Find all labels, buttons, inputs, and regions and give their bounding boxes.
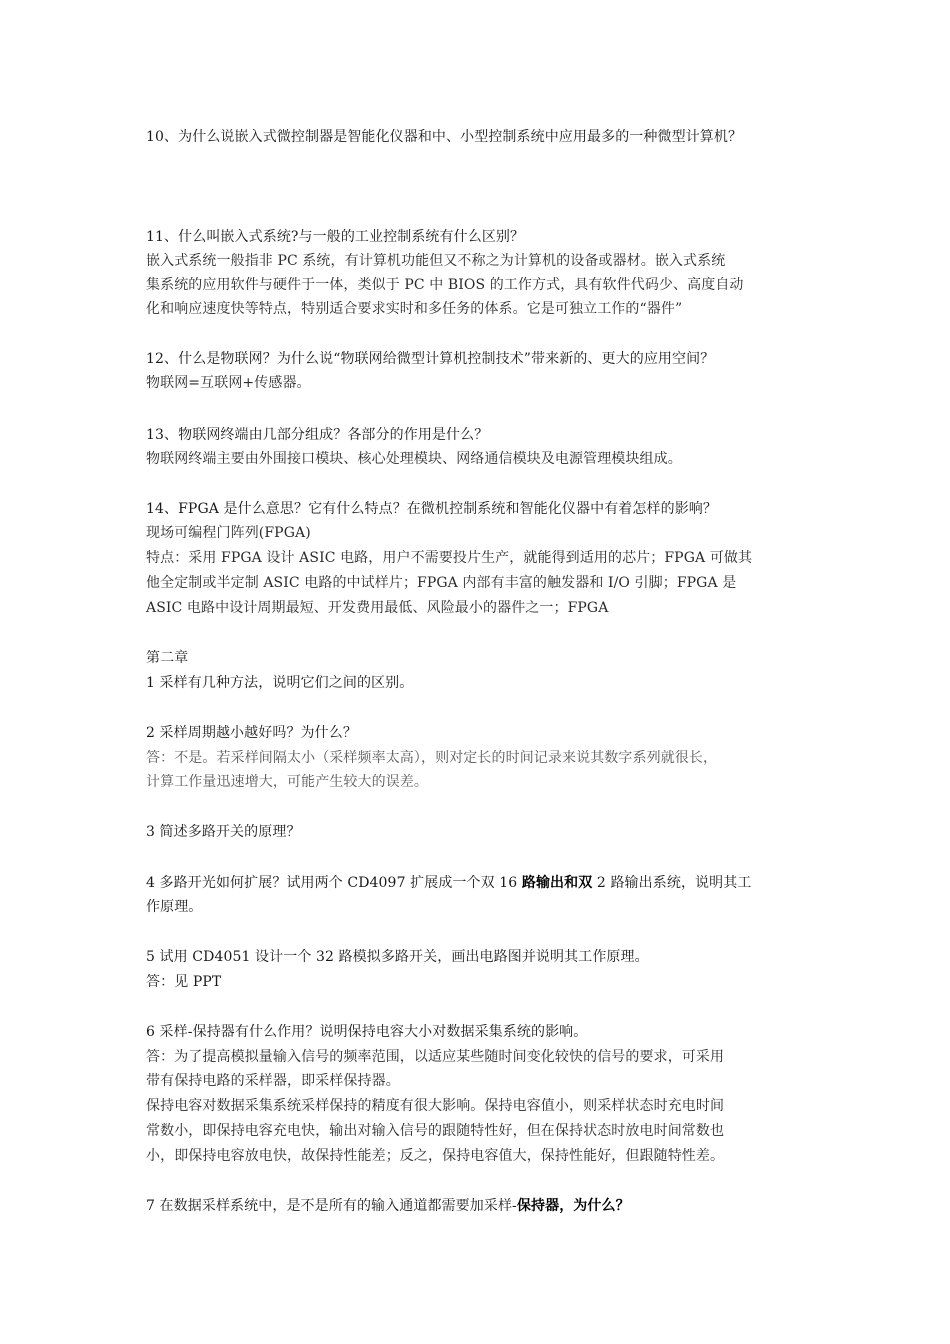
answer-14-line-1: 现场可编程门阵列(FPGA)	[146, 525, 311, 541]
answer-5: 答：见 PPT	[146, 974, 222, 990]
answer-11-line-3: 化和响应速度快等特点，特别适合要求实时和多任务的体系。它是可独立工作的“器件”	[146, 301, 683, 317]
question-1: 1 采样有几种方法，说明它们之间的区别。	[146, 675, 414, 691]
question-4-line-2: 作原理。	[146, 899, 203, 915]
answer-11-line-1: 嵌入式系统一般指非 PC 系统，有计算机功能但又不称之为计算机的设备或器材。嵌入式系统	[146, 253, 726, 269]
question-7-text-bold: 保持器，为什么？	[516, 1198, 630, 1214]
question-4-text-a: 4 多路开光如何扩展？试用两个 CD4097 扩展成一个双 16	[146, 875, 522, 891]
answer-6-line-2: 带有保持电路的采样器，即采样保持器。	[146, 1073, 400, 1089]
question-13: 13、物联网终端由几部分组成？各部分的作用是什么？	[146, 427, 489, 443]
answer-14-line-4: ASIC 电路中设计周期最短、开发费用最低、风险最小的器件之一；FPGA	[146, 600, 609, 616]
question-14: 14、FPGA 是什么意思？它有什么特点？在微机控制系统和智能化仪器中有着怎样的影响？	[146, 501, 717, 517]
answer-6-line-3: 保持电容对数据采集系统采样保持的精度有很大影响。保持电容值小，则采样状态时充电时间	[146, 1098, 725, 1114]
question-6: 6 采样-保持器有什么作用？说明保持电容大小对数据采集系统的影响。	[146, 1024, 588, 1040]
answer-2-line-1: 答：不是。若采样间隔太小（采样频率太高），则对定长的时间记录来说其数字系列就很长，	[146, 750, 718, 766]
question-7-text-a: 7 在数据采样系统中，是不是所有的输入通道都需要加采样-	[146, 1198, 517, 1214]
question-11: 11、什么叫嵌入式系统?与一般的工业控制系统有什么区别？	[146, 229, 525, 245]
answer-2-line-2: 计算工作量迅速增大，可能产生较大的误差。	[146, 774, 428, 790]
answer-6-line-4: 常数小，即保持电容充电快，输出对输入信号的跟随特性好，但在保持状态时放电时间常数也	[146, 1123, 725, 1139]
answer-14-line-2: 特点：采用 FPGA 设计 ASIC 电路，用户不需要投片生产，就能得到适用的芯片；FPGA 可做其	[146, 550, 753, 566]
question-4-line-1	[146, 871, 751, 895]
question-10: 10、为什么说嵌入式微控制器是智能化仪器和中、小型控制系统中应用最多的一种微型计算机？	[146, 129, 743, 145]
answer-11-line-2: 集系统的应用软件与硬件于一体，类似于 PC 中 BIOS 的工作方式，具有软件代码少、高度自动	[146, 277, 744, 293]
question-2: 2 采样周期越小越好吗？为什么？	[146, 725, 357, 741]
answer-13: 物联网终端主要由外围接口模块、核心处理模块、网络通信模块及电源管理模块组成。	[146, 451, 682, 467]
question-12: 12、什么是物联网？为什么说“物联网给微型计算机控制技术”带来新的、更大的应用空间？	[146, 351, 715, 367]
question-4-text-bold: 路输出和双	[521, 875, 593, 891]
answer-6-line-5: 小，即保持电容放电快，故保持性能差；反之，保持电容值大，保持性能好，但跟随特性差。	[146, 1148, 725, 1164]
chapter-heading: 第二章	[146, 650, 189, 666]
answer-14-line-3: 他全定制或半定制 ASIC 电路的中试样片；FPGA 内部有丰富的触发器和 I/O 引脚；FPGA 是	[146, 575, 737, 591]
question-7	[146, 1194, 630, 1218]
question-4-text-b: 2 路输出系统，说明其工	[592, 875, 752, 891]
question-3: 3 简述多路开关的原理？	[146, 824, 301, 840]
answer-12: 物联网=互联网+传感器。	[146, 375, 311, 391]
question-5: 5 试用 CD4051 设计一个 32 路模拟多路开关，画出电路图并说明其工作原理。	[146, 949, 649, 965]
answer-6-line-1: 答：为了提高模拟量输入信号的频率范围，以适应某些随时间变化较快的信号的要求，可采用	[146, 1049, 725, 1065]
